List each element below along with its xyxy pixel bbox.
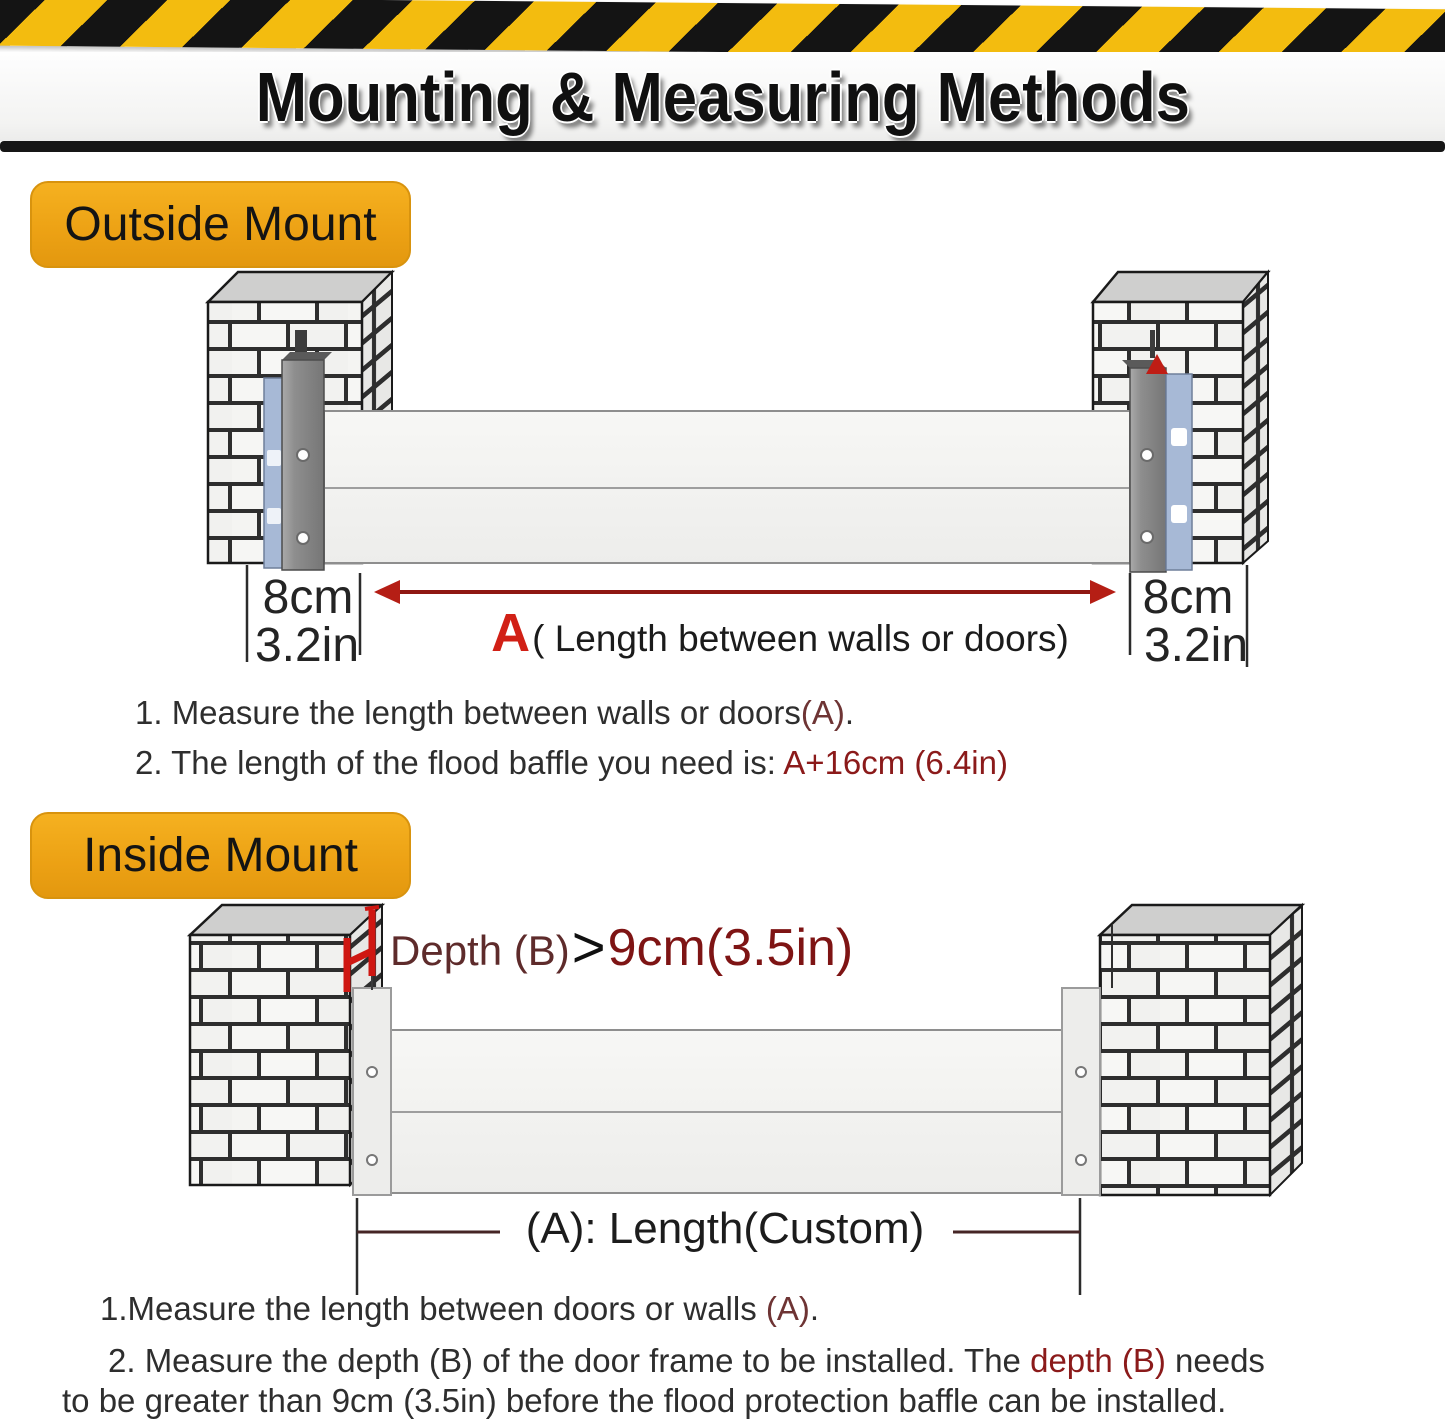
title-band: [0, 52, 1445, 141]
inside-note-3: to be greater than 9cm (3.5in) before the flood protection baffle can be installed.: [62, 1382, 1227, 1419]
depth-label-value: 9cm(3.5in): [607, 919, 854, 977]
outside-mount-badge: Outside Mount: [30, 181, 411, 268]
inside-note-2-accent: depth (B): [1030, 1342, 1166, 1379]
page-title: Mounting & Measuring Methods: [255, 57, 1190, 136]
brick-pillar-right: [1100, 905, 1302, 1195]
flood-barrier-planks: [391, 1030, 1062, 1193]
header-divider: [0, 141, 1445, 152]
outside-note-2-accent: A+16cm (6.4in): [783, 744, 1008, 781]
inside-note-1-text: 1.Measure the length between doors or walls: [100, 1290, 766, 1327]
depth-label-prefix: Depth (B): [390, 927, 570, 974]
outside-note-1-text: 1. Measure the length between walls or doors: [135, 694, 801, 731]
outside-note-1-period: .: [844, 694, 855, 731]
left-gap-in: 3.2in: [254, 619, 360, 672]
caution-tape-band: [0, 0, 1445, 58]
inside-note-2: [108, 1342, 1265, 1380]
span-arrow: [374, 580, 1116, 604]
greater-than-sign: >: [571, 915, 606, 980]
mounting-channel-left: [353, 988, 391, 1195]
outside-note-2-text: 2. The length of the flood baffle you need is:: [135, 744, 784, 781]
inside-note-2-text: 2. Measure the depth (B) of the door frame to be installed. The: [108, 1342, 1031, 1379]
outside-note-1: [135, 694, 854, 732]
inside-note-1: [100, 1290, 819, 1328]
inside-note-1-accent: (A): [765, 1290, 810, 1327]
outside-note-1-accent: (A): [800, 694, 845, 731]
inside-mount-badge: Inside Mount: [30, 812, 411, 899]
depth-requirement-label: [390, 912, 853, 979]
custom-length-label: (A): Length(Custom): [525, 1204, 925, 1253]
right-gap-in: 3.2in: [1143, 619, 1249, 672]
flood-barrier-planks: [324, 411, 1130, 563]
inside-note-2-tail: needs: [1165, 1342, 1265, 1379]
right-gap-cm: 8cm: [1142, 571, 1234, 624]
span-length-text: ( Length between walls or doors): [532, 618, 1069, 659]
inside-note-1-period: .: [809, 1290, 820, 1327]
span-length-letter: A: [491, 603, 531, 663]
span-length-label: [430, 602, 1130, 664]
outside-note-2: [135, 744, 1008, 782]
left-gap-cm: 8cm: [262, 571, 354, 624]
